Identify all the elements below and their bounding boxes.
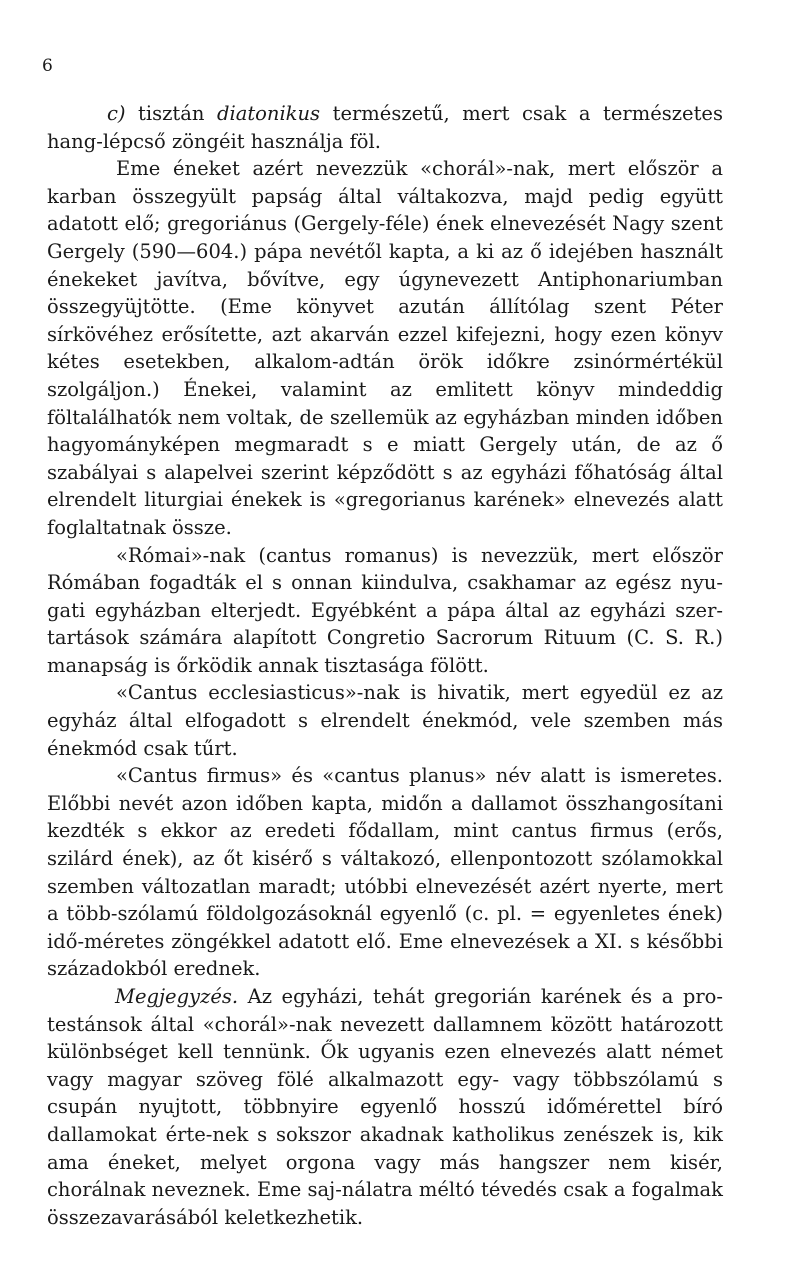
paragraph-firmus-planus: «Cantus firmus» és «cantus planus» név alatt is ismeretes. Előbbi nevét azon időben kapta, midőn a dallamot összhangosítani kezdték s ekkor az eredeti fődallam, mint cantus firmus (erős, szilárd ének), az őt kisérő s váltakozó, ellenpontozott szólamokkal szemben változatlan maradt; utóbbi elnevezését azért nyerte, mert a több-szólamú földolgozásoknál egyenlő (c. pl. = egyenletes ének) idő-méretes zöngékkel adatott elő. Eme elnevezések a XI. s későbbi századokból erednek. xyxy=(47,764,723,981)
note-label: Megjegyzés. xyxy=(115,985,239,1008)
paragraph-text: tisztán xyxy=(125,102,217,125)
paragraph-note xyxy=(47,983,723,1231)
paragraph-diatonic xyxy=(47,100,723,155)
paragraph-roman: «Római»-nak (cantus romanus) is nevezzük, mert először Rómában fogadták el s onnan kiindulva, csakhamar az egész nyu-gati egyházban elterjedt. Egyébként a pápa által az egyházi szer-tartások számára alapított Congretio Sacrorum Rituum (C. S. R.) manapság is őrködik annak tisztasága fölött. xyxy=(47,543,723,677)
list-marker: c) xyxy=(107,102,126,125)
body-text xyxy=(47,100,723,1231)
page-number: 6 xyxy=(42,56,53,76)
note-text: Az egyházi, tehát gregorián karének és a pro-testánsok által «chorál»-nak nevezett dallamnem között határozott különbséget kell tennünk. Ők ugyanis ezen elnevezés alatt német vagy magyar szöveg fölé alkalmazott egy- vagy többszólamú s csupán nyujtott, többnyire egyenlő hosszú időmérettel bíró dallamokat érte-nek s sokszor akadnak katholikus zenészek is, kik ama éneket, melyet orgona vagy más hangszer nem kisér, chorálnak neveznek. Eme saj-nálatra méltó tévedés csak a fogalmak összezavarásából keletkezhetik. xyxy=(47,985,723,1229)
emphasized-term: diatonikus xyxy=(216,102,321,125)
paragraph-ecclesiasticus: «Cantus ecclesiasticus»-nak is hivatik, mert egyedül ez az egyház által elfogadott s elrendelt énekmód, vele szemben más énekmód csak tűrt. xyxy=(47,681,723,760)
paragraph-choral: Eme éneket azért nevezzük «chorál»-nak, mert először a karban összegyült papság által váltakozva, majd pedig együtt adatott elő; gregoriánus (Gergely-féle) ének elnevezését Nagy szent Gergely (590—604.) pápa nevétől kapta, a ki az ő idejében használt énekeket javítva, bővítve, egy úgynevezett Antiphonariumban összegyüjtötte. (Eme könyvet azután állítólag szent Péter sírkövéhez erősítette, azt akarván ezzel kifejezni, hogy ezen könyv kétes esetekben, alkalom-adtán örök időkre zsinórmértékül szolgáljon.) Énekei, valamint az emlitett könyv mindeddig föltalálhatók nem voltak, de szellemük az egyházban minden időben hagyományképen megmaradt s e miatt Gergely után, de az ő szabályai s alapelvei szerint képződött s az egyházi főhatóság által elrendelt liturgiai énekek is «gregorianus karének» elnevezés alatt foglaltatnak össze. xyxy=(47,157,723,539)
paragraph-text: természetű, mert csak a természetes hang-lépcső zöngéit használja föl. xyxy=(47,102,723,153)
